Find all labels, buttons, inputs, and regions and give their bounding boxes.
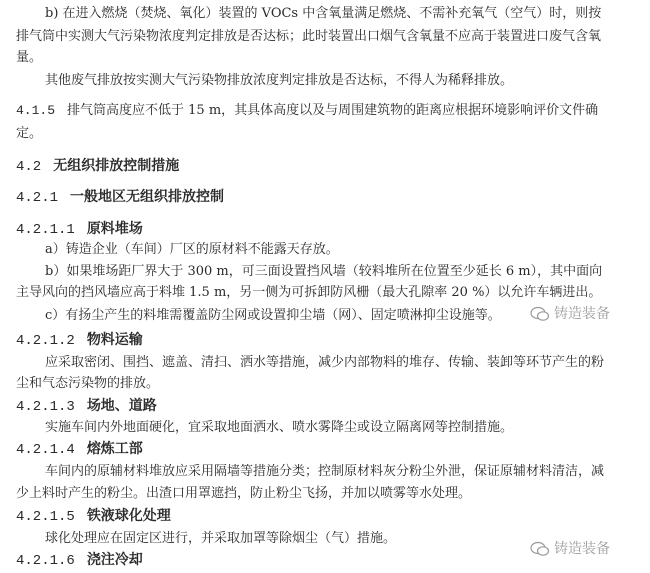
watermark xyxy=(530,306,610,322)
heading-title: 场地、道路 xyxy=(86,398,157,414)
heading-title: 熔炼工部 xyxy=(86,441,143,457)
heading-4-2-1-1 xyxy=(16,220,143,239)
heading-4-2 xyxy=(16,157,179,176)
heading-title: 浇注冷却 xyxy=(86,552,143,568)
paragraph: c）有扬尘产生的料堆需覆盖防尘网或设置抑尘墙（网）、固定喷淋抑尘设施等。 xyxy=(45,308,501,323)
paragraph-line: 量。 xyxy=(16,50,43,65)
heading-title: 物料运输 xyxy=(86,332,143,348)
watermark-text: 铸造装备 xyxy=(554,541,610,557)
heading-number: 4.2.1.3 xyxy=(16,399,75,415)
watermark-text: 铸造装备 xyxy=(554,306,610,322)
clause-4-1-5 xyxy=(16,102,598,120)
heading-4-2-1-5 xyxy=(16,507,171,526)
watermark xyxy=(530,541,610,557)
paragraph: 实施车间内外地面硬化，宜采取地面洒水、喷水雾降尘或设立隔离网等控制措施。 xyxy=(45,420,514,435)
heading-title: 原料堆场 xyxy=(86,221,143,237)
heading-title: 铁液球化处理 xyxy=(86,508,171,524)
heading-4-2-1-2 xyxy=(16,331,143,350)
wechat-icon xyxy=(530,306,550,322)
clause-number: 4.1.5 xyxy=(16,103,56,118)
heading-number: 4.2.1.1 xyxy=(16,222,75,238)
heading-title: 无组织排放控制措施 xyxy=(53,158,180,174)
heading-number: 4.2.1 xyxy=(16,190,59,206)
heading-number: 4.2.1.5 xyxy=(16,509,75,525)
heading-title: 一般地区无组织排放控制 xyxy=(70,189,225,205)
paragraph-line: 应采取密闭、围挡、遮盖、清扫、洒水等措施，减少内部物料的堆存、传输、装卸等环节产生的粉 xyxy=(45,355,605,370)
heading-number: 4.2.1.2 xyxy=(16,333,75,349)
heading-4-2-1-6 xyxy=(16,551,143,570)
heading-4-2-1 xyxy=(16,188,224,207)
clause-text: 排气筒高度应不低于 15 m，其具体高度以及与周围建筑物的距离应根据环境影响评价文件确 xyxy=(67,103,599,118)
paragraph: a）铸造企业（车间）厂区的原材料不能露天存放。 xyxy=(45,242,339,257)
heading-number: 4.2 xyxy=(16,159,42,175)
wechat-icon xyxy=(530,541,550,557)
paragraph-line: b）如果堆场距厂界大于 300 m，可三面设置挡风墙（较料堆所在位置至少延长 6 m），其中面向 xyxy=(45,264,603,279)
heading-4-2-1-3 xyxy=(16,397,157,416)
paragraph-line: 车间内的原辅材料堆放应采用隔墙等措施分类；控制原材料灰分粉尘外泄，保证原辅材料清洁，减 xyxy=(45,464,605,479)
paragraph-line: b) 在进入燃烧（焚烧、氧化）装置的 VOCs 中含氧量满足燃烧、不需补充氧气（空气）时，则按 xyxy=(45,6,602,21)
paragraph-line: 排气筒中实测大气污染物浓度判定排放是否达标；此时装置出口烟气含氧量不应高于装置进口废气含氧 xyxy=(16,29,602,44)
paragraph-line: 少上料时产生的粉尘。出渣口用罩遮挡，防止粉尘飞扬，并加以喷雾等水处理。 xyxy=(16,486,472,501)
paragraph-line: 尘和气态污染物的排放。 xyxy=(16,376,160,391)
heading-number: 4.2.1.4 xyxy=(16,442,75,458)
heading-number: 4.2.1.6 xyxy=(16,553,75,569)
paragraph-line: 定。 xyxy=(16,126,43,141)
paragraph: 其他废气排放按实测大气污染物排放浓度判定排放是否达标，不得人为稀释排放。 xyxy=(45,73,514,88)
paragraph-line: 主导风向的挡风墙应高于料堆 1.5 m，另一侧为可拆卸防风栅（最大孔隙率 20 %）以允许车辆进出。 xyxy=(16,285,602,300)
heading-4-2-1-4 xyxy=(16,440,143,459)
paragraph: 球化处理应在固定区进行，并采取加罩等除烟尘（气）措施。 xyxy=(45,531,397,546)
